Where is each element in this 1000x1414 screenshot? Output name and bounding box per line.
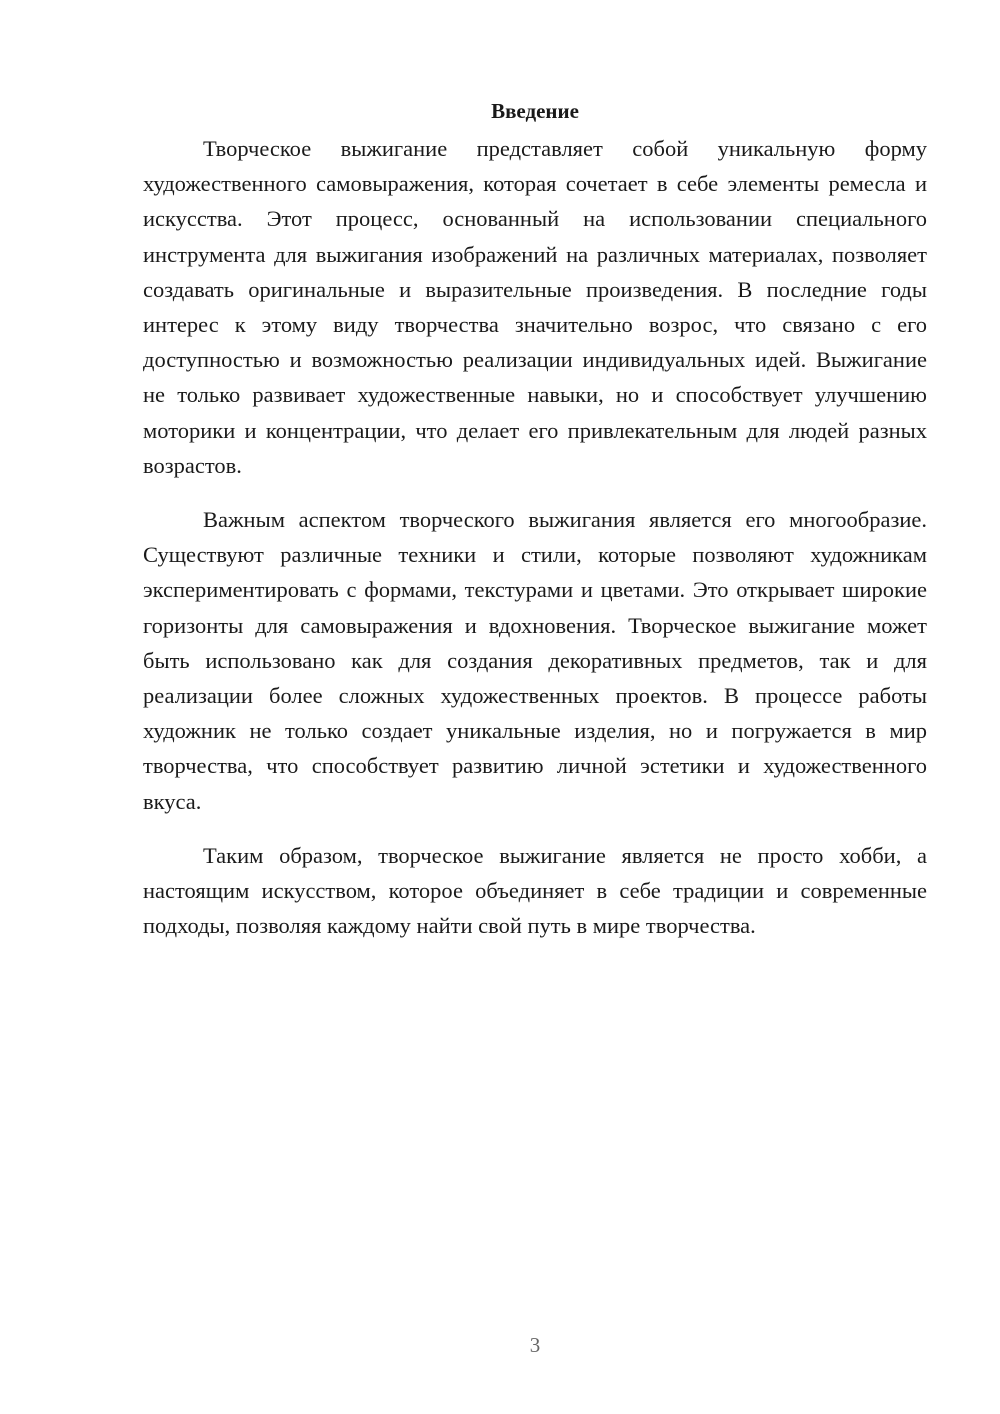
page-number: 3 [529,1333,541,1357]
paragraph-1: Творческое выжигание представляет собой уникальную форму художественного самовыражения, которая сочетает в себе элементы ремесла и искусства. Этот процесс, основанный на использовании специального инструмента для выжигания изображений на различных материалах, позволяет создавать оригинальные и выразительные произведения. В последние годы интерес к этому виду творчества значительно возрос, что связано с его доступностью и возможностью реализации индивидуальных идей. Выжигание не только развивает художественные навыки, но и способствует улучшению моторики и концентрации, что делает его привлекательным для людей разных возрастов. [143,136,927,478]
section-heading: Введение [491,99,579,123]
page-content [143,97,927,962]
paragraph-2: Важным аспектом творческого выжигания является его многообразие. Существуют различные техники и стили, которые позволяют художникам экспериментировать с формами, текстурами и цветами. Это открывает широкие горизонты для самовыражения и вдохновения. Творческое выжигание может быть использовано как для создания декоративных предметов, так и для реализации более сложных художественных проектов. В процессе работы художник не только создает уникальные изделия, но и погружается в мир творчества, что способствует развитию личной эстетики и художественного вкуса. [143,507,927,814]
paragraph-3: Таким образом, творческое выжигание является не просто хобби, а настоящим искусством, которое объединяет в себе традиции и современные подходы, позволяя каждому найти свой путь в мире творчества. [143,842,927,939]
